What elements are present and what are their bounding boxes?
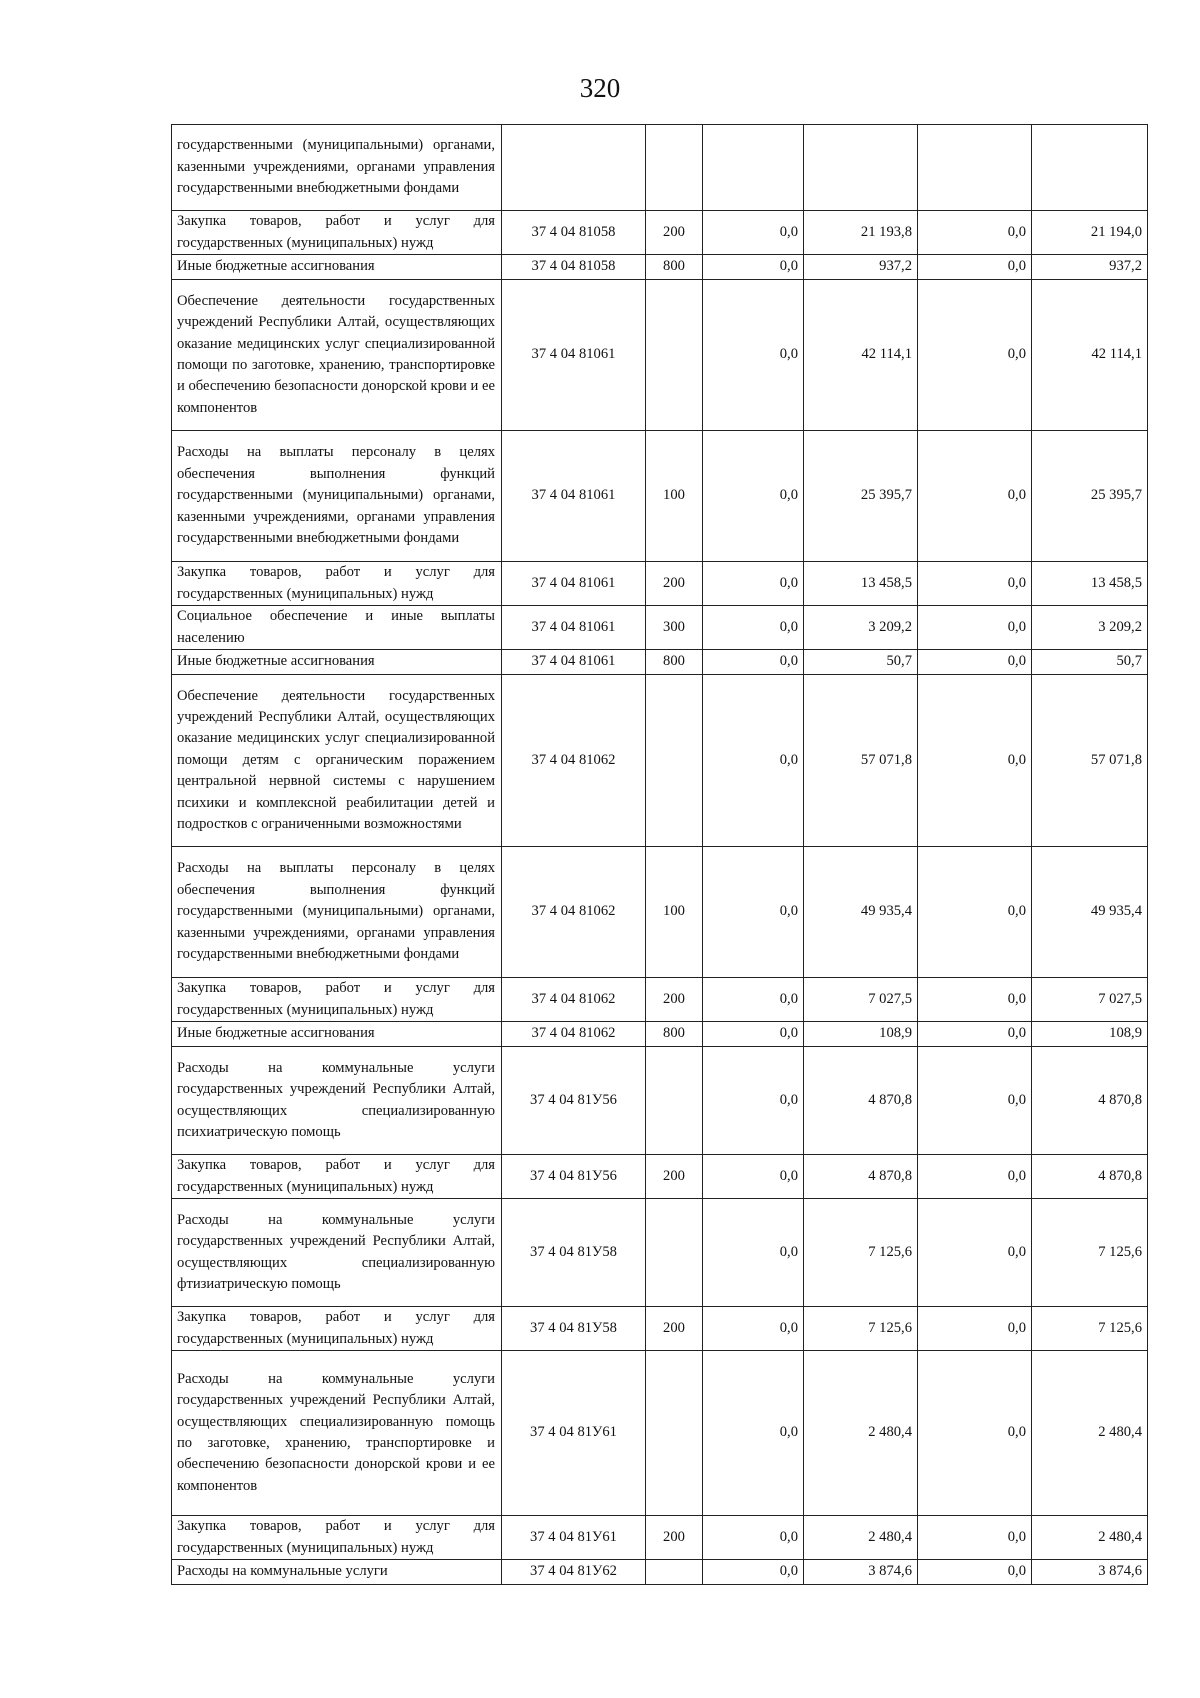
row-expense-type: 800 <box>646 650 703 675</box>
row-expense-type <box>646 280 703 431</box>
row-description: Расходы на выплаты персоналу в целях обеспечения выполнения функций государственными (муниципальными) органами, казенными учреждениями, органами управления государственными внебюджетными фондами <box>172 431 502 562</box>
row-code: 37 4 04 81061 <box>502 280 646 431</box>
row-value-4: 3 209,2 <box>1032 606 1148 650</box>
row-value-4: 7 027,5 <box>1032 978 1148 1022</box>
row-expense-type: 200 <box>646 1307 703 1351</box>
row-value-4: 2 480,4 <box>1032 1516 1148 1560</box>
row-value-4: 50,7 <box>1032 650 1148 675</box>
table-row <box>172 978 1148 1022</box>
row-description: Закупка товаров, работ и услуг для государственных (муниципальных) нужд <box>172 562 502 606</box>
row-value-2: 3 209,2 <box>804 606 918 650</box>
row-code: 37 4 04 81У61 <box>502 1351 646 1516</box>
row-code <box>502 125 646 211</box>
row-value-3: 0,0 <box>918 1199 1032 1307</box>
row-expense-type: 200 <box>646 211 703 255</box>
table-row <box>172 280 1148 431</box>
row-value-1: 0,0 <box>703 1560 804 1585</box>
table-row <box>172 255 1148 280</box>
row-description: Расходы на коммунальные услуги государственных учреждений Республики Алтай, осуществляющих специализированную психиатрическую помощь <box>172 1047 502 1155</box>
row-value-4: 21 194,0 <box>1032 211 1148 255</box>
row-value-1: 0,0 <box>703 280 804 431</box>
table-body <box>172 125 1148 1585</box>
row-value-4: 7 125,6 <box>1032 1307 1148 1351</box>
row-code: 37 4 04 81У58 <box>502 1307 646 1351</box>
row-value-3: 0,0 <box>918 1307 1032 1351</box>
row-code: 37 4 04 81У58 <box>502 1199 646 1307</box>
table-row <box>172 606 1148 650</box>
row-value-2: 4 870,8 <box>804 1047 918 1155</box>
row-expense-type: 200 <box>646 562 703 606</box>
row-description: Социальное обеспечение и иные выплаты населению <box>172 606 502 650</box>
table-row <box>172 675 1148 847</box>
row-value-1: 0,0 <box>703 1022 804 1047</box>
row-value-2: 2 480,4 <box>804 1516 918 1560</box>
row-expense-type: 800 <box>646 255 703 280</box>
table-row <box>172 1516 1148 1560</box>
row-value-4 <box>1032 125 1148 211</box>
budget-table <box>171 124 1148 1585</box>
row-value-4: 4 870,8 <box>1032 1047 1148 1155</box>
row-description: Закупка товаров, работ и услуг для государственных (муниципальных) нужд <box>172 978 502 1022</box>
table-row <box>172 1199 1148 1307</box>
row-expense-type <box>646 125 703 211</box>
row-description: государственными (муниципальными) органами, казенными учреждениями, органами управления государственными внебюджетными фондами <box>172 125 502 211</box>
row-value-1: 0,0 <box>703 675 804 847</box>
row-value-2: 50,7 <box>804 650 918 675</box>
row-value-2: 21 193,8 <box>804 211 918 255</box>
page-number: 320 <box>579 73 621 103</box>
row-value-3: 0,0 <box>918 255 1032 280</box>
row-expense-type: 200 <box>646 1516 703 1560</box>
row-value-2 <box>804 125 918 211</box>
row-value-4: 42 114,1 <box>1032 280 1148 431</box>
row-code: 37 4 04 81061 <box>502 650 646 675</box>
row-value-4: 108,9 <box>1032 1022 1148 1047</box>
row-code: 37 4 04 81058 <box>502 211 646 255</box>
row-value-1: 0,0 <box>703 1047 804 1155</box>
row-value-3: 0,0 <box>918 1022 1032 1047</box>
row-value-2: 42 114,1 <box>804 280 918 431</box>
row-value-3: 0,0 <box>918 211 1032 255</box>
table-row <box>172 1022 1148 1047</box>
row-value-4: 25 395,7 <box>1032 431 1148 562</box>
row-value-1: 0,0 <box>703 211 804 255</box>
row-value-3: 0,0 <box>918 606 1032 650</box>
row-expense-type <box>646 675 703 847</box>
row-value-3: 0,0 <box>918 675 1032 847</box>
table-row <box>172 125 1148 211</box>
row-value-1: 0,0 <box>703 255 804 280</box>
row-value-1: 0,0 <box>703 1516 804 1560</box>
row-value-1: 0,0 <box>703 606 804 650</box>
row-description: Расходы на коммунальные услуги <box>172 1560 502 1585</box>
row-value-4: 7 125,6 <box>1032 1199 1148 1307</box>
row-expense-type <box>646 1351 703 1516</box>
row-expense-type <box>646 1560 703 1585</box>
row-code: 37 4 04 81061 <box>502 606 646 650</box>
row-value-3: 0,0 <box>918 1351 1032 1516</box>
row-expense-type: 100 <box>646 847 703 978</box>
table-row <box>172 1047 1148 1155</box>
row-code: 37 4 04 81062 <box>502 1022 646 1047</box>
row-expense-type <box>646 1047 703 1155</box>
row-expense-type: 100 <box>646 431 703 562</box>
row-description: Расходы на выплаты персоналу в целях обеспечения выполнения функций государственными (муниципальными) органами, казенными учреждениями, органами управления государственными внебюджетными фондами <box>172 847 502 978</box>
row-value-1: 0,0 <box>703 650 804 675</box>
row-code: 37 4 04 81061 <box>502 562 646 606</box>
row-code: 37 4 04 81У61 <box>502 1516 646 1560</box>
row-value-2: 57 071,8 <box>804 675 918 847</box>
row-value-2: 2 480,4 <box>804 1351 918 1516</box>
row-value-4: 57 071,8 <box>1032 675 1148 847</box>
row-value-1: 0,0 <box>703 1307 804 1351</box>
row-description: Расходы на коммунальные услуги государственных учреждений Республики Алтай, осуществляющих специализированную помощь по заготовке, хранению, транспортировке и обеспечению безопасности донорской крови и ее компонентов <box>172 1351 502 1516</box>
table-row <box>172 847 1148 978</box>
row-expense-type: 800 <box>646 1022 703 1047</box>
table-row <box>172 1155 1148 1199</box>
row-value-3: 0,0 <box>918 1516 1032 1560</box>
row-value-1: 0,0 <box>703 431 804 562</box>
row-value-3: 0,0 <box>918 1155 1032 1199</box>
row-code: 37 4 04 81У62 <box>502 1560 646 1585</box>
row-value-2: 3 874,6 <box>804 1560 918 1585</box>
row-description: Обеспечение деятельности государственных учреждений Республики Алтай, осуществляющих оказание медицинских услуг специализированной помощи детям с органическим поражением центральной нервной системы с нарушением психики и комплексной реабилитации детей и подростков с ограниченными возможностями <box>172 675 502 847</box>
row-value-3: 0,0 <box>918 431 1032 562</box>
row-code: 37 4 04 81062 <box>502 847 646 978</box>
row-value-3 <box>918 125 1032 211</box>
table-row <box>172 650 1148 675</box>
row-value-2: 13 458,5 <box>804 562 918 606</box>
row-value-3: 0,0 <box>918 847 1032 978</box>
row-value-3: 0,0 <box>918 562 1032 606</box>
row-value-4: 4 870,8 <box>1032 1155 1148 1199</box>
row-value-3: 0,0 <box>918 650 1032 675</box>
row-value-2: 7 125,6 <box>804 1307 918 1351</box>
row-code: 37 4 04 81062 <box>502 978 646 1022</box>
row-value-2: 108,9 <box>804 1022 918 1047</box>
row-value-1: 0,0 <box>703 847 804 978</box>
row-value-1 <box>703 125 804 211</box>
row-value-3: 0,0 <box>918 978 1032 1022</box>
row-code: 37 4 04 81061 <box>502 431 646 562</box>
row-code: 37 4 04 81У56 <box>502 1155 646 1199</box>
table-row <box>172 1307 1148 1351</box>
row-expense-type <box>646 1199 703 1307</box>
table-row <box>172 1560 1148 1585</box>
table-row <box>172 211 1148 255</box>
row-value-3: 0,0 <box>918 1560 1032 1585</box>
row-value-2: 49 935,4 <box>804 847 918 978</box>
row-expense-type: 200 <box>646 1155 703 1199</box>
row-expense-type: 200 <box>646 978 703 1022</box>
row-description: Обеспечение деятельности государственных учреждений Республики Алтай, осуществляющих оказание медицинских услуг специализированной помощи по заготовке, хранению, транспортировке и обеспечению безопасности донорской крови и ее компонентов <box>172 280 502 431</box>
row-code: 37 4 04 81У56 <box>502 1047 646 1155</box>
row-value-4: 49 935,4 <box>1032 847 1148 978</box>
row-value-2: 7 027,5 <box>804 978 918 1022</box>
table-row <box>172 1351 1148 1516</box>
row-description: Иные бюджетные ассигнования <box>172 1022 502 1047</box>
row-description: Иные бюджетные ассигнования <box>172 650 502 675</box>
row-value-4: 937,2 <box>1032 255 1148 280</box>
row-value-2: 4 870,8 <box>804 1155 918 1199</box>
row-value-1: 0,0 <box>703 978 804 1022</box>
row-value-4: 13 458,5 <box>1032 562 1148 606</box>
table-row <box>172 562 1148 606</box>
row-description: Иные бюджетные ассигнования <box>172 255 502 280</box>
row-description: Закупка товаров, работ и услуг для государственных (муниципальных) нужд <box>172 211 502 255</box>
row-value-1: 0,0 <box>703 1155 804 1199</box>
row-code: 37 4 04 81058 <box>502 255 646 280</box>
row-value-2: 7 125,6 <box>804 1199 918 1307</box>
row-value-2: 937,2 <box>804 255 918 280</box>
row-expense-type: 300 <box>646 606 703 650</box>
row-description: Закупка товаров, работ и услуг для государственных (муниципальных) нужд <box>172 1516 502 1560</box>
row-code: 37 4 04 81062 <box>502 675 646 847</box>
row-value-1: 0,0 <box>703 1199 804 1307</box>
row-value-2: 25 395,7 <box>804 431 918 562</box>
row-description: Закупка товаров, работ и услуг для государственных (муниципальных) нужд <box>172 1307 502 1351</box>
row-value-4: 2 480,4 <box>1032 1351 1148 1516</box>
row-value-3: 0,0 <box>918 1047 1032 1155</box>
row-value-4: 3 874,6 <box>1032 1560 1148 1585</box>
row-value-1: 0,0 <box>703 562 804 606</box>
row-description: Расходы на коммунальные услуги государственных учреждений Республики Алтай, осуществляющих специализированную фтизиатрическую помощь <box>172 1199 502 1307</box>
row-value-1: 0,0 <box>703 1351 804 1516</box>
table-row <box>172 431 1148 562</box>
row-value-3: 0,0 <box>918 280 1032 431</box>
row-description: Закупка товаров, работ и услуг для государственных (муниципальных) нужд <box>172 1155 502 1199</box>
